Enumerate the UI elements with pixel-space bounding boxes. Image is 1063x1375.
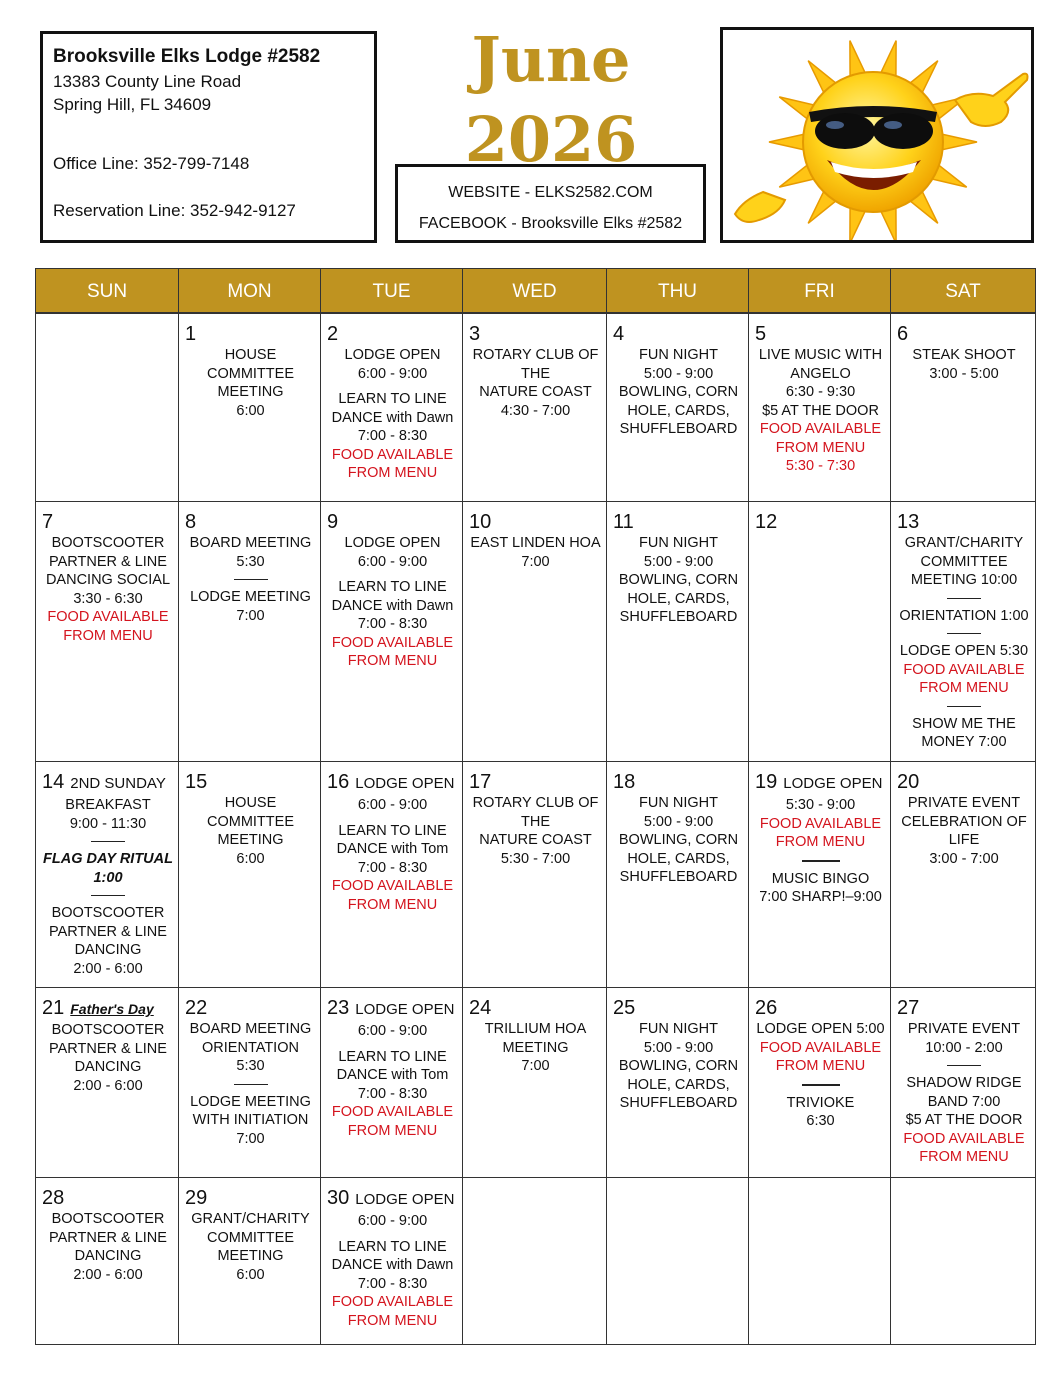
- office-line: Office Line: 352-799-7148: [53, 154, 250, 173]
- day-number-row: [185, 996, 316, 1020]
- day-number: 29: [185, 1187, 208, 1209]
- event-text: DANCE with Tom: [336, 1067, 449, 1083]
- event-text: FUN NIGHT: [639, 347, 718, 363]
- day-cell-27: [890, 987, 1035, 1177]
- event-text: LODGE OPEN: [344, 535, 441, 551]
- event-text: $5 AT THE DOOR: [762, 402, 879, 419]
- event-text: BOARD MEETING: [189, 1021, 312, 1037]
- day-cell-17: [462, 761, 606, 987]
- event-text: LODGE MEETING: [190, 1093, 311, 1110]
- event-text: THE: [521, 813, 550, 830]
- event-text: 6:00: [236, 402, 265, 419]
- food-availability-text: FOOD AVAILABLE: [331, 1104, 454, 1120]
- day-cell-3: [462, 314, 606, 501]
- event-text: 2:00 - 6:00: [73, 1077, 143, 1094]
- day-cell-1: [178, 314, 320, 501]
- event-text: MONEY 7:00: [921, 734, 1007, 750]
- event-text: BOARD MEETING: [189, 535, 312, 551]
- day-number: 5: [755, 323, 767, 345]
- day-number: 24: [469, 997, 492, 1019]
- day-number-row: [327, 996, 458, 1022]
- day-cell-11: [606, 501, 748, 761]
- food-availability-text: FOOD AVAILABLE: [759, 1039, 882, 1056]
- day-cell-5: [748, 314, 890, 501]
- day-number: 28: [42, 1187, 65, 1209]
- event-text: MUSIC BINGO: [771, 870, 870, 887]
- event-text: 3:30 - 6:30: [73, 590, 143, 607]
- sun-ray: [938, 133, 977, 150]
- day-number-row: [327, 1186, 458, 1212]
- event-text: COMMITTEE: [207, 1229, 294, 1246]
- website-link[interactable]: WEBSITE - ELKS2582.COM: [448, 184, 653, 201]
- food-availability-text: FROM MENU: [347, 896, 438, 913]
- day-cell-12: [748, 501, 890, 761]
- event-text: LEARN TO LINE: [338, 391, 447, 407]
- event-text: 3:00 - 5:00: [929, 365, 999, 382]
- day-number: 9: [327, 511, 339, 533]
- day-number-row: [42, 510, 174, 534]
- event-text: LEARN TO LINE: [338, 822, 447, 839]
- event-text: 5:00 - 9:00: [643, 813, 714, 830]
- event-text: 7:00: [521, 1058, 550, 1074]
- event-text: PRIVATE EVENT: [907, 795, 1021, 811]
- event-text: BOWLING, CORN: [618, 572, 739, 588]
- event-text: HOUSE: [224, 347, 277, 363]
- event-text: NATURE COAST: [479, 832, 592, 848]
- weekday-wed: WED: [462, 269, 606, 313]
- food-availability-text: FROM MENU: [347, 653, 438, 669]
- day-number: 6: [897, 323, 909, 345]
- food-availability-text: FOOD AVAILABLE: [47, 609, 169, 625]
- event-text: HOLE, CARDS,: [627, 1076, 730, 1093]
- weekday-thu: THU: [606, 269, 748, 313]
- calendar-title: [440, 20, 662, 180]
- food-availability-text: FROM MENU: [919, 680, 1009, 696]
- food-availability-text: FROM MENU: [63, 627, 153, 644]
- event-text: FUN NIGHT: [639, 535, 718, 551]
- event-text: DANCING: [74, 942, 142, 958]
- day-cell-30: [320, 1177, 462, 1344]
- event-text: 6:00 - 9:00: [357, 1213, 428, 1229]
- sun-illustration: [720, 27, 1034, 243]
- event-text: 5:00 - 9:00: [643, 365, 714, 382]
- day-cell-23: [320, 987, 462, 1177]
- day-number-row: [327, 510, 458, 534]
- event-text: LEARN TO LINE: [338, 579, 447, 595]
- day-number-row: [897, 322, 1031, 346]
- event-text: ROTARY CLUB OF: [472, 795, 599, 811]
- day-number-row: [897, 770, 1031, 794]
- day-number: 10: [469, 511, 492, 533]
- event-text: PARTNER & LINE: [49, 1229, 167, 1246]
- event-text: 9:00 - 11:30: [69, 815, 147, 832]
- day-number: 1: [185, 323, 197, 345]
- day-number-row: [469, 510, 602, 534]
- event-text: COMMITTEE: [207, 365, 294, 382]
- event-text: MEETING: [217, 384, 284, 400]
- event-text: DANCE with Dawn: [331, 1257, 454, 1273]
- day-number-row: [755, 770, 886, 796]
- day-cell-21: [36, 987, 178, 1177]
- event-text: 3:00 - 7:00: [929, 850, 999, 867]
- event-text: HOLE, CARDS,: [627, 402, 730, 419]
- event-text: 5:30: [236, 1058, 265, 1074]
- event-text: 6:30: [806, 1113, 835, 1129]
- event-text: $5 AT THE DOOR: [905, 1112, 1023, 1128]
- event-text: 6:00 - 9:00: [357, 553, 428, 570]
- calendar-grid: [35, 268, 1036, 1345]
- day-number: 14: [42, 771, 65, 793]
- day-number: 17: [469, 771, 492, 793]
- weekday-fri: FRI: [748, 269, 890, 313]
- weekday-mon: MON: [178, 269, 320, 313]
- food-availability-text: FROM MENU: [347, 1312, 438, 1329]
- day-number: 30: [327, 1187, 350, 1209]
- weekday-sat: SAT: [890, 269, 1035, 313]
- day-number: 23: [327, 997, 350, 1019]
- event-text: FUN NIGHT: [639, 795, 718, 811]
- event-text: 6:00: [236, 850, 265, 867]
- day-number-row: [42, 770, 174, 796]
- event-text: FUN NIGHT: [639, 1021, 718, 1037]
- day-number-row: [327, 322, 458, 346]
- event-divider: [947, 1065, 981, 1066]
- food-availability-text: FOOD AVAILABLE: [331, 634, 454, 651]
- event-text: SHUFFLEBOARD: [619, 609, 738, 625]
- event-text: GRANT/CHARITY: [191, 1211, 310, 1227]
- event-text: 2:00 - 6:00: [73, 960, 143, 977]
- day-number: 16: [327, 771, 350, 793]
- food-availability-text: FROM MENU: [919, 1149, 1009, 1165]
- event-text: ORIENTATION 1:00: [899, 607, 1029, 624]
- event-text: 7:00 SHARP!–9:00: [759, 889, 882, 905]
- day-number: 11: [613, 511, 634, 533]
- event-text: DANCE with Dawn: [331, 597, 454, 614]
- event-text: NATURE COAST: [479, 384, 592, 400]
- day-cell-18: [606, 761, 748, 987]
- event-divider: [947, 633, 981, 634]
- event-text: LODGE OPEN 5:30: [899, 643, 1029, 659]
- event-text: GRANT/CHARITY: [904, 535, 1024, 551]
- event-text: SHOW ME THE: [912, 715, 1016, 732]
- event-text: 6:00 - 9:00: [357, 797, 428, 813]
- event-text: PARTNER & LINE: [49, 553, 167, 570]
- event-text: ORIENTATION: [202, 1039, 299, 1056]
- inline-event-label: LODGE OPEN: [355, 1001, 455, 1018]
- day-number: 20: [897, 771, 920, 793]
- event-text: EAST LINDEN HOA: [470, 535, 601, 551]
- day-cell-28: [36, 1177, 178, 1344]
- day-number: 7: [42, 511, 54, 533]
- empty-day-cell: [748, 1177, 890, 1344]
- event-text: 6:00 - 9:00: [357, 1023, 428, 1039]
- day-number-row: [613, 510, 744, 534]
- day-cell-19: [748, 761, 890, 987]
- event-text: BREAKFAST: [65, 797, 151, 813]
- event-text: LODGE OPEN 5:00: [756, 1021, 885, 1037]
- event-text: TRILLIUM HOA: [484, 1021, 587, 1037]
- event-text: 6:30 - 9:30: [785, 384, 856, 400]
- day-cell-14: [36, 761, 178, 987]
- event-text: 2:00 - 6:00: [73, 1266, 143, 1283]
- inline-event-label: LODGE OPEN: [355, 775, 455, 792]
- food-availability-text: FROM MENU: [775, 1058, 866, 1074]
- food-availability-text: FOOD AVAILABLE: [759, 421, 882, 437]
- event-text: LEARN TO LINE: [338, 1048, 447, 1065]
- sun-with-sunglasses-icon: [723, 30, 1031, 240]
- day-number: 22: [185, 997, 208, 1019]
- day-number: 8: [185, 511, 197, 533]
- lodge-street: 13383 County Line Road: [53, 72, 242, 91]
- day-cell-9: [320, 501, 462, 761]
- event-text: HOUSE: [224, 795, 277, 811]
- event-text: LEARN TO LINE: [338, 1238, 447, 1255]
- day-number-row: [185, 510, 316, 534]
- event-text: DANCING: [74, 1059, 142, 1075]
- day-cell-16: [320, 761, 462, 987]
- day-number-row: [42, 1186, 174, 1210]
- day-cell-25: [606, 987, 748, 1177]
- day-cell-26: [748, 987, 890, 1177]
- event-text: LIFE: [948, 832, 980, 848]
- day-number-row: [185, 322, 316, 346]
- event-text: HOLE, CARDS,: [627, 850, 730, 867]
- day-number-row: [469, 996, 602, 1020]
- day-number-row: [42, 996, 174, 1021]
- day-cell-29: [178, 1177, 320, 1344]
- day-number-row: [327, 770, 458, 796]
- event-text: WITH INITIATION: [192, 1112, 309, 1128]
- event-text: MEETING: [217, 1248, 284, 1264]
- lodge-city: Spring Hill, FL 34609: [53, 95, 212, 114]
- food-availability-text: FOOD AVAILABLE: [331, 878, 454, 894]
- event-text: CELEBRATION OF: [901, 813, 1027, 830]
- food-availability-text: FOOD AVAILABLE: [903, 1130, 1025, 1147]
- day-number: 21: [42, 997, 65, 1019]
- event-text: 7:00 - 8:30: [357, 616, 428, 632]
- day-cell-15: [178, 761, 320, 987]
- event-text: SHUFFLEBOARD: [619, 1095, 738, 1111]
- food-availability-text: FROM MENU: [347, 465, 438, 481]
- event-text: 5:30 - 7:00: [500, 850, 571, 867]
- event-text: LODGE MEETING: [190, 589, 311, 605]
- day-number-row: [185, 770, 316, 794]
- event-text: 7:00: [521, 553, 550, 570]
- day-number-row: [897, 510, 1031, 534]
- event-text: BOOTSCOOTER: [51, 1211, 165, 1227]
- day-number: 26: [755, 997, 778, 1019]
- event-text: DANCING: [74, 1248, 142, 1264]
- web-links-box: [395, 164, 706, 243]
- event-text: 7:00 - 8:30: [357, 428, 428, 444]
- event-text: LODGE OPEN: [344, 347, 441, 363]
- empty-day-cell: [36, 314, 178, 501]
- inline-event-label: LODGE OPEN: [355, 1191, 455, 1208]
- event-divider: [802, 860, 840, 862]
- event-text: MEETING 10:00: [910, 572, 1018, 588]
- event-text: SHADOW RIDGE: [906, 1075, 1022, 1091]
- food-availability-text: FOOD AVAILABLE: [331, 446, 454, 463]
- event-divider: [234, 1084, 268, 1085]
- day-number-row: [613, 322, 744, 346]
- event-text: BOWLING, CORN: [618, 384, 739, 400]
- event-text: TRIVIOKE: [786, 1094, 855, 1111]
- day-cell-7: [36, 501, 178, 761]
- day-number-row: [755, 322, 886, 346]
- event-text: 7:00 - 8:30: [357, 1085, 428, 1102]
- day-cell-13: [890, 501, 1035, 761]
- day-number-row: [185, 1186, 316, 1210]
- lodge-name: Brooksville Elks Lodge #2582: [53, 46, 321, 67]
- event-text: MEETING: [502, 1039, 569, 1056]
- lodge-address-box: [40, 31, 377, 243]
- food-availability-text: FROM MENU: [347, 1122, 438, 1139]
- event-text: ANGELO: [790, 365, 851, 382]
- event-text: SHUFFLEBOARD: [619, 421, 738, 437]
- event-divider: [802, 1084, 840, 1086]
- reservation-line: Reservation Line: 352-942-9127: [53, 201, 296, 220]
- day-number: 19: [755, 771, 778, 793]
- event-text: 5:30: [236, 553, 265, 570]
- event-text: BOOTSCOOTER: [51, 535, 165, 551]
- event-text: 10:00 - 2:00: [925, 1039, 1003, 1056]
- event-text: DANCE with Tom: [336, 841, 449, 857]
- inline-event-label: LODGE OPEN: [783, 775, 883, 792]
- day-number-row: [469, 322, 602, 346]
- event-text: 5:30 - 9:00: [785, 797, 856, 813]
- food-availability-text: FOOD AVAILABLE: [331, 1294, 454, 1310]
- event-text: 1:00: [93, 869, 123, 886]
- event-divider: [91, 841, 125, 842]
- inline-event-label: 2ND SUNDAY: [70, 775, 166, 792]
- food-availability-text: 5:30 - 7:30: [785, 458, 856, 474]
- day-number: 2: [327, 323, 339, 345]
- weekday-sun: SUN: [86, 281, 128, 302]
- day-cell-24: [462, 987, 606, 1177]
- event-text: PARTNER & LINE: [49, 923, 167, 940]
- event-text: 7:00: [236, 607, 265, 624]
- month-name: June: [471, 23, 631, 96]
- event-divider: [91, 895, 125, 896]
- day-number: 25: [613, 997, 636, 1019]
- event-text: MEETING: [217, 832, 284, 848]
- inline-event-label: Father's Day: [70, 1001, 154, 1017]
- event-text: BOWLING, CORN: [618, 832, 739, 848]
- day-cell-22: [178, 987, 320, 1177]
- day-cell-6: [890, 314, 1035, 501]
- weekday-tue: TUE: [320, 269, 462, 313]
- day-number-row: [469, 770, 602, 794]
- day-number-row: [755, 510, 886, 534]
- day-number-row: [755, 996, 886, 1020]
- event-text: PRIVATE EVENT: [907, 1021, 1021, 1037]
- event-text: DANCING SOCIAL: [45, 572, 171, 588]
- day-number-row: [613, 770, 744, 794]
- food-availability-text: FOOD AVAILABLE: [903, 661, 1025, 678]
- day-cell-2: [320, 314, 462, 501]
- day-number: 18: [613, 771, 636, 793]
- event-divider: [947, 706, 981, 707]
- day-number: 4: [613, 323, 625, 345]
- day-cell-4: [606, 314, 748, 501]
- event-text: THE: [521, 365, 550, 382]
- empty-day-cell: [462, 1177, 606, 1344]
- event-text: FLAG DAY RITUAL: [43, 851, 173, 867]
- facebook-link[interactable]: FACEBOOK - Brooksville Elks #2582: [418, 215, 683, 232]
- day-number: 12: [755, 511, 778, 533]
- day-number: 27: [897, 997, 920, 1019]
- day-cell-10: [462, 501, 606, 761]
- event-text: 5:00 - 9:00: [643, 553, 714, 570]
- year: 2026: [464, 103, 638, 176]
- event-divider: [234, 579, 268, 580]
- event-text: 6:00: [236, 1266, 265, 1283]
- event-text: 5:00 - 9:00: [643, 1039, 714, 1056]
- weekday-header-row: [36, 269, 1035, 314]
- day-number: 15: [185, 771, 208, 793]
- event-text: PARTNER & LINE: [49, 1040, 167, 1057]
- day-number-row: [897, 996, 1031, 1020]
- event-text: DANCE with Dawn: [331, 409, 454, 426]
- event-text: STEAK SHOOT: [912, 347, 1016, 363]
- event-text: COMMITTEE: [207, 813, 294, 830]
- event-text: BAND 7:00: [927, 1093, 1001, 1110]
- event-text: COMMITTEE: [920, 553, 1008, 570]
- event-text: HOLE, CARDS,: [627, 590, 730, 607]
- event-text: 7:00: [236, 1130, 265, 1147]
- day-number-row: [613, 996, 744, 1020]
- day-number: 13: [897, 511, 920, 533]
- sun-ray: [769, 133, 808, 150]
- event-text: BOOTSCOOTER: [51, 905, 165, 921]
- event-text: ROTARY CLUB OF: [472, 347, 599, 363]
- event-text: BOWLING, CORN: [618, 1058, 739, 1074]
- event-text: BOOTSCOOTER: [51, 1022, 165, 1038]
- empty-day-cell: [606, 1177, 748, 1344]
- event-text: 6:00 - 9:00: [357, 365, 428, 382]
- event-text: 7:00 - 8:30: [357, 859, 428, 876]
- day-cell-20: [890, 761, 1035, 987]
- event-text: LIVE MUSIC WITH: [758, 347, 883, 363]
- event-text: SHUFFLEBOARD: [619, 869, 738, 885]
- day-number: 3: [469, 323, 481, 345]
- event-divider: [947, 598, 981, 599]
- food-availability-text: FROM MENU: [775, 834, 866, 850]
- food-availability-text: FROM MENU: [775, 439, 866, 456]
- event-text: 7:00 - 8:30: [357, 1275, 428, 1292]
- empty-day-cell: [890, 1177, 1035, 1344]
- event-text: 4:30 - 7:00: [500, 402, 571, 419]
- day-cell-8: [178, 501, 320, 761]
- food-availability-text: FOOD AVAILABLE: [759, 815, 882, 832]
